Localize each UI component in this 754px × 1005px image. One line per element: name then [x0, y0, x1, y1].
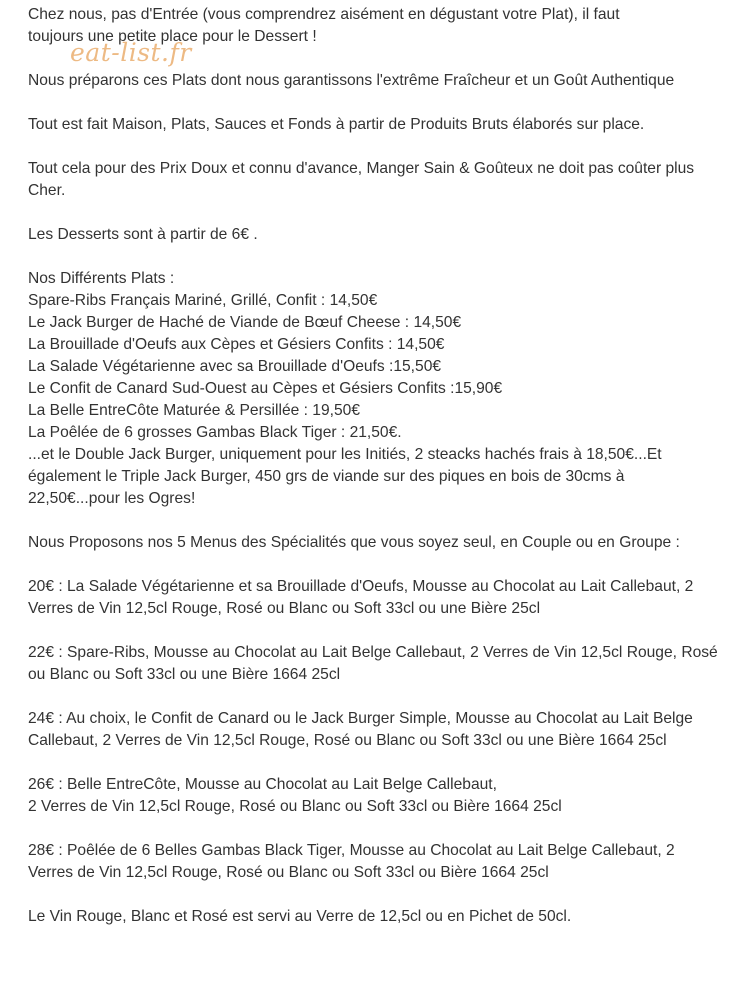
dish-item: La Poêlée de 6 grosses Gambas Black Tiger : 21,50€. [28, 424, 402, 441]
desserts-paragraph: Les Desserts sont à partir de 6€ . [28, 226, 258, 243]
freshness-paragraph: Nous préparons ces Plats dont nous garantissons l'extrême Fraîcheur et un Goût Authentique [28, 72, 675, 89]
intro-line-1: Chez nous, pas d'Entrée (vous comprendrez aisément en dégustant votre Plat), il faut [28, 6, 620, 23]
prices-paragraph: Tout cela pour des Prix Doux et connu d'avance, Manger Sain & Goûteux ne doit pas coûter plus Cher. [28, 160, 695, 199]
dish-item: La Belle EntreCôte Maturée & Persillée : 19,50€ [28, 402, 360, 419]
intro-line-2: toujours une petite place pour le Dessert ! [28, 28, 317, 45]
dish-item: Le Confit de Canard Sud-Ouest au Cèpes et Gésiers Confits :15,90€ [28, 380, 503, 397]
menu-26-line-1: 26€ : Belle EntreCôte, Mousse au Chocolat au Lait Belge Callebaut, [28, 776, 497, 793]
menu-26-line-2: 2 Verres de Vin 12,5cl Rouge, Rosé ou Blanc ou Soft 33cl ou Bière 1664 25cl [28, 798, 562, 815]
menu-28: 28€ : Poêlée de 6 Belles Gambas Black Tiger, Mousse au Chocolat au Lait Belge Callebaut, 2 Verres de Vin 12,5cl Rouge, Rosé ou Blanc ou Soft 33cl ou Bière 1664 25cl [28, 842, 675, 881]
homemade-paragraph: Tout est fait Maison, Plats, Sauces et Fonds à partir de Produits Bruts élaborés sur place. [28, 116, 645, 133]
dishes-section [28, 268, 740, 444]
menu-24: 24€ : Au choix, le Confit de Canard ou le Jack Burger Simple, Mousse au Chocolat au Lait Belge Callebaut, 2 Verres de Vin 12,5cl Rouge, Rosé ou Blanc ou Soft 33cl ou une Bière 1664 25cl [28, 710, 693, 749]
dish-item: La Brouillade d'Oeufs aux Cèpes et Gésiers Confits : 14,50€ [28, 336, 445, 353]
wine-paragraph: Le Vin Rouge, Blanc et Rosé est servi au Verre de 12,5cl ou en Pichet de 50cl. [28, 908, 572, 925]
dish-item: Le Jack Burger de Haché de Viande de Bœuf Cheese : 14,50€ [28, 314, 462, 331]
menu-26 [28, 774, 740, 818]
dishes-extra: ...et le Double Jack Burger, uniquement pour les Initiés, 2 steacks hachés frais à 18,50€...Et également le Triple Jack Burger, 450 grs de viande sur des piques en bois de 30cms à 22,50€...pour les Ogres! [28, 446, 662, 507]
menu-document [28, 4, 740, 928]
dishes-heading: Nos Différents Plats : [28, 270, 175, 287]
intro-paragraph [28, 4, 740, 48]
menu-22: 22€ : Spare-Ribs, Mousse au Chocolat au Lait Belge Callebaut, 2 Verres de Vin 12,5cl Rouge, Rosé ou Blanc ou Soft 33cl ou une Bière 1664 25cl [28, 644, 718, 683]
dish-item: La Salade Végétarienne avec sa Brouillade d'Oeufs :15,50€ [28, 358, 442, 375]
menus-intro: Nous Proposons nos 5 Menus des Spécialités que vous soyez seul, en Couple ou en Groupe : [28, 534, 680, 551]
dish-item: Spare-Ribs Français Mariné, Grillé, Confit : 14,50€ [28, 292, 378, 309]
menu-20: 20€ : La Salade Végétarienne et sa Brouillade d'Oeufs, Mousse au Chocolat au Lait Callebaut, 2 Verres de Vin 12,5cl Rouge, Rosé ou Blanc ou Soft 33cl ou une Bière 25cl [28, 578, 694, 617]
watermark-logo: eat-list.fr [70, 38, 192, 67]
